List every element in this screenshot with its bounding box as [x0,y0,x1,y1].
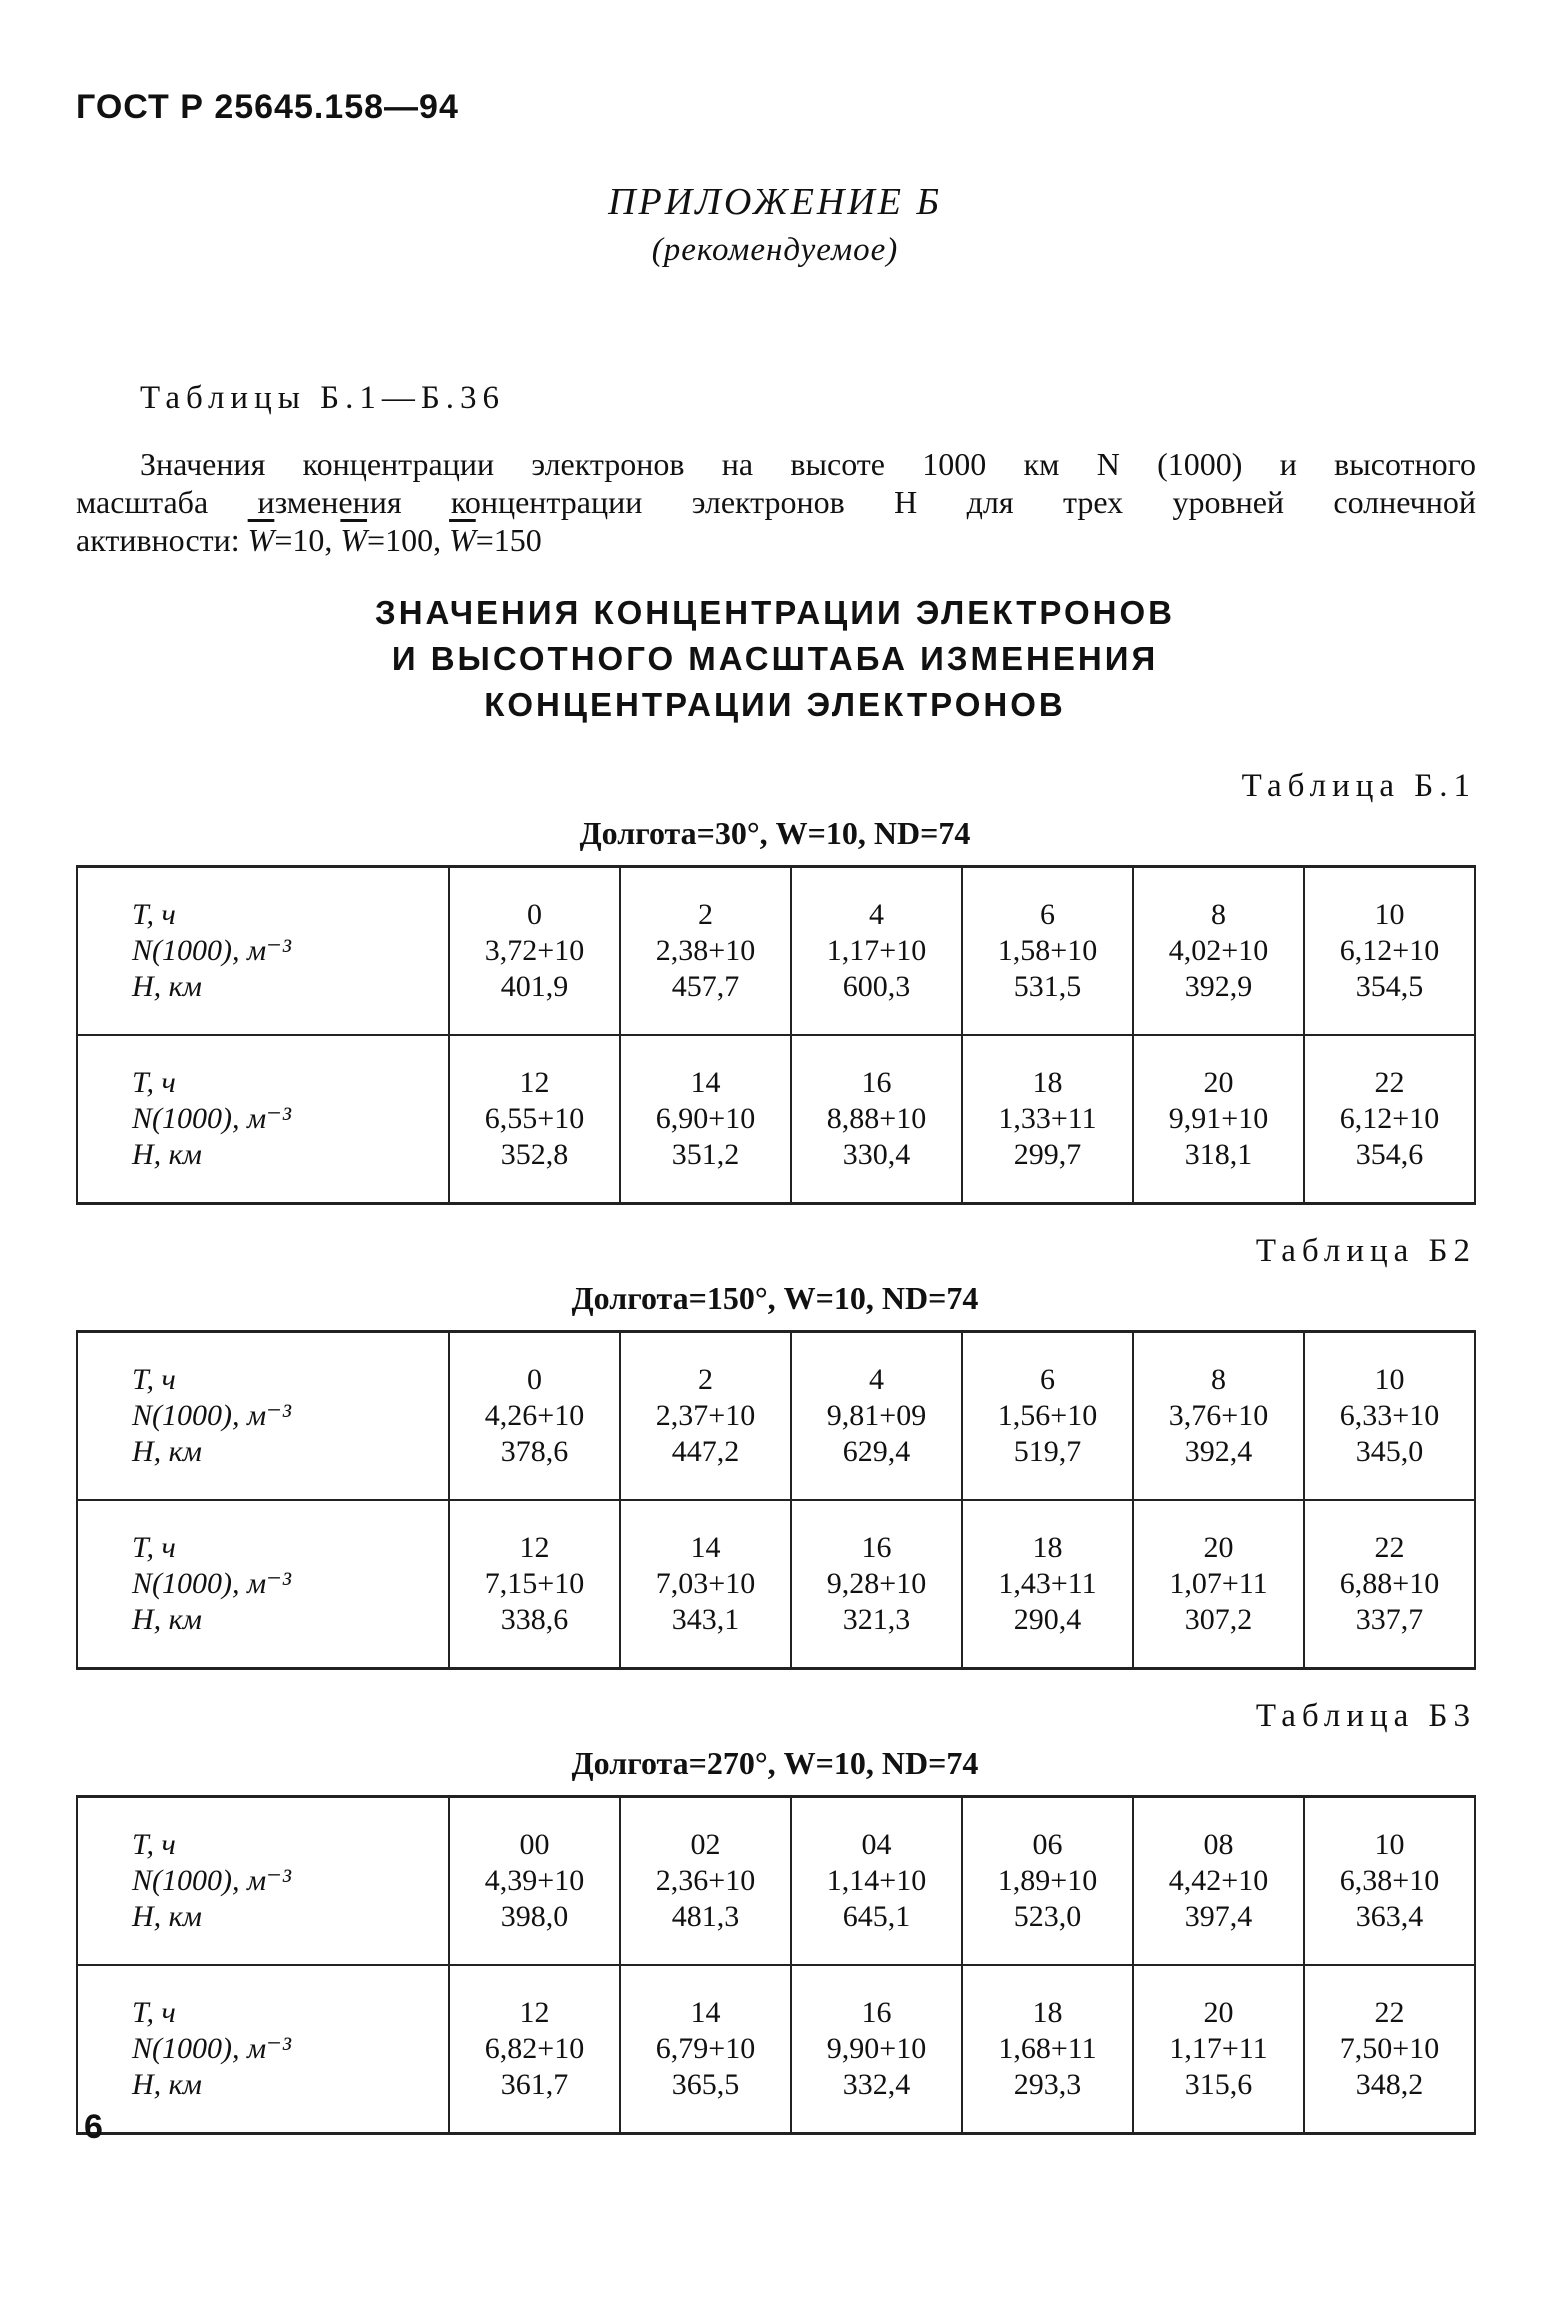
cell-value-h: 361,7 [500,2068,569,2101]
row-labels-cell [77,867,449,1036]
cell-value-n: 9,90+10 [826,2032,927,2065]
cell-value-t: 04 [861,1828,892,1861]
intro-line-2: масштаба изменения концентрации электронов H для трех уровней солнечной [76,484,1476,520]
row-label-h: H, км [132,1603,202,1636]
cell-value-n: 1,33+11 [998,1102,1097,1135]
cell-value-n: 6,33+10 [1339,1399,1440,1432]
table-cell [449,1500,620,1669]
cell-value-h: 321,3 [842,1603,911,1636]
cell-value-h: 352,8 [500,1138,569,1171]
cell-value-t: 20 [1203,1066,1234,1099]
cell-value-t: 10 [1374,898,1405,931]
row-label-t: T, ч [132,1531,176,1564]
cell-value-t: 6 [1040,898,1055,931]
cell-value-t: 00 [519,1828,550,1861]
table-cell [1133,1035,1304,1204]
cell-value-n: 7,03+10 [655,1567,756,1600]
w-symbol: $\overline{W}$ [340,522,368,558]
w-value-2: =100, [367,522,450,558]
intro-line-3 [76,521,1476,559]
cell-value-t: 8 [1211,1363,1226,1396]
cell-value-n: 6,38+10 [1339,1864,1440,1897]
table-cell [1133,1965,1304,2134]
appendix-subtitle: (рекомендуемое) [651,232,899,268]
cell-value-t: 06 [1032,1828,1063,1861]
table-label: Таблица Б3 [1255,1698,1476,1734]
row-label-n: N(1000), м⁻³ [132,1864,291,1897]
cell-value-t: 18 [1032,1066,1063,1099]
table-cell [1304,867,1475,1036]
cell-value-h: 307,2 [1184,1603,1253,1636]
cell-value-n: 6,12+10 [1339,934,1440,967]
table-cell [791,1500,962,1669]
table-cell [962,1035,1133,1204]
cell-value-h: 457,7 [671,970,740,1003]
cell-value-h: 645,1 [842,1900,911,1933]
cell-value-n: 7,50+10 [1339,2032,1440,2065]
table-row [77,1332,1475,1501]
row-labels-cell [77,1332,449,1501]
cell-value-h: 397,4 [1184,1900,1253,1933]
cell-value-h: 363,4 [1355,1900,1424,1933]
cell-value-n: 2,36+10 [655,1864,756,1897]
table-cell [449,867,620,1036]
table-cell [620,867,791,1036]
cell-value-h: 299,7 [1013,1138,1082,1171]
row-label-t: T, ч [132,1363,176,1396]
table-label: Таблица Б2 [1255,1233,1476,1269]
cell-value-n: 1,07+11 [1169,1567,1268,1600]
table-cell [962,1332,1133,1501]
cell-value-h: 338,6 [500,1603,569,1636]
w-symbol: $\overline{W}$ [449,522,476,558]
main-heading-line-2: И ВЫСОТНОГО МАСШТАБА ИЗМЕНЕНИЯ [391,640,1159,677]
cell-value-t: 12 [519,1531,550,1564]
cell-value-h: 398,0 [500,1900,569,1933]
table-cell [962,1797,1133,1966]
table-cell [791,1965,962,2134]
row-label-h: H, км [132,1900,202,1933]
cell-value-h: 600,3 [842,970,911,1003]
table-cell [449,1035,620,1204]
table-cell [962,1500,1133,1669]
data-table [76,1795,1476,2135]
cell-value-n: 9,91+10 [1168,1102,1269,1135]
cell-value-n: 4,39+10 [484,1864,585,1897]
table-cell [1133,1797,1304,1966]
cell-value-t: 22 [1374,1996,1405,2029]
cell-value-h: 351,2 [671,1138,740,1171]
row-labels-cell [77,1797,449,1966]
main-heading [0,590,1550,728]
row-label-t: T, ч [132,1828,176,1861]
cell-value-t: 14 [690,1996,721,2029]
table-cell [620,1035,791,1204]
cell-value-n: 1,43+11 [998,1567,1097,1600]
cell-value-h: 365,5 [671,2068,740,2101]
cell-value-t: 10 [1374,1363,1405,1396]
table-cell [1304,1035,1475,1204]
cell-value-t: 2 [698,1363,713,1396]
row-labels-cell [77,1965,449,2134]
cell-value-t: 08 [1203,1828,1234,1861]
main-heading-line-1: ЗНАЧЕНИЯ КОНЦЕНТРАЦИИ ЭЛЕКТРОНОВ [375,594,1175,631]
cell-value-n: 4,42+10 [1168,1864,1269,1897]
table-cell [962,867,1133,1036]
table-cell [1304,1500,1475,1669]
cell-value-t: 0 [527,1363,542,1396]
cell-value-n: 1,89+10 [997,1864,1098,1897]
w-value-1: =10, [274,522,341,558]
cell-value-h: 315,6 [1184,2068,1253,2101]
row-label-n: N(1000), м⁻³ [132,2032,291,2065]
cell-value-n: 6,79+10 [655,2032,756,2065]
cell-value-t: 14 [690,1066,721,1099]
table-row [77,1035,1475,1204]
intro-prefix: активности: [76,522,248,558]
table-cell [620,1797,791,1966]
table-label: Таблица Б.1 [1241,768,1476,804]
table-cell [620,1332,791,1501]
cell-value-h: 629,4 [842,1435,911,1468]
data-table [76,865,1476,1205]
cell-value-h: 332,4 [842,2068,911,2101]
cell-value-n: 7,15+10 [484,1567,585,1600]
table-cell [791,1332,962,1501]
cell-value-n: 3,72+10 [484,934,585,967]
cell-value-t: 2 [698,898,713,931]
row-label-h: H, км [132,970,202,1003]
table-row [77,1965,1475,2134]
cell-value-h: 392,9 [1184,970,1253,1003]
cell-value-t: 22 [1374,1066,1405,1099]
cell-value-n: 1,17+11 [1169,2032,1268,2065]
cell-value-n: 4,02+10 [1168,934,1269,967]
table-cell [1133,1500,1304,1669]
table-row [77,867,1475,1036]
cell-value-h: 378,6 [500,1435,569,1468]
page-number: 6 [84,2108,103,2146]
cell-value-t: 16 [861,1066,892,1099]
cell-value-t: 18 [1032,1531,1063,1564]
document-header: ГОСТ Р 25645.158—94 [76,88,459,126]
table-cell [1133,1332,1304,1501]
row-labels-cell [77,1500,449,1669]
cell-value-t: 14 [690,1531,721,1564]
table-cell [791,867,962,1036]
row-label-t: T, ч [132,898,176,931]
cell-value-h: 293,3 [1013,2068,1082,2101]
cell-value-h: 345,0 [1355,1435,1424,1468]
cell-value-h: 392,4 [1184,1435,1253,1468]
data-table [76,1330,1476,1670]
cell-value-t: 0 [527,898,542,931]
cell-value-h: 519,7 [1013,1435,1082,1468]
cell-value-h: 531,5 [1013,970,1082,1003]
cell-value-h: 354,5 [1355,970,1424,1003]
cell-value-h: 330,4 [842,1138,911,1171]
cell-value-t: 4 [869,898,884,931]
cell-value-t: 16 [861,1531,892,1564]
row-label-n: N(1000), м⁻³ [132,1102,291,1135]
table-cell [1133,867,1304,1036]
cell-value-n: 8,88+10 [826,1102,927,1135]
row-label-t: T, ч [132,1996,176,2029]
table-cell [962,1965,1133,2134]
row-label-n: N(1000), м⁻³ [132,934,291,967]
cell-value-t: 8 [1211,898,1226,931]
cell-value-n: 6,12+10 [1339,1102,1440,1135]
row-label-h: H, км [132,1435,202,1468]
cell-value-n: 1,58+10 [997,934,1098,967]
cell-value-n: 9,28+10 [826,1567,927,1600]
cell-value-h: 447,2 [671,1435,740,1468]
row-labels-cell [77,1035,449,1204]
row-label-h: H, км [132,1138,202,1171]
cell-value-t: 6 [1040,1363,1055,1396]
table-cell [791,1035,962,1204]
row-label-n: N(1000), м⁻³ [132,1399,291,1432]
intro-line-1: Значения концентрации электронов на высоте 1000 км N (1000) и высотного [140,446,1476,482]
cell-value-n: 6,82+10 [484,2032,585,2065]
table-cell [620,1500,791,1669]
main-heading-line-3: КОНЦЕНТРАЦИИ ЭЛЕКТРОНОВ [484,686,1066,723]
w-symbol: $\overline{W}$ [247,522,275,558]
cell-value-t: 20 [1203,1996,1234,2029]
cell-value-t: 10 [1374,1828,1405,1861]
cell-value-h: 401,9 [500,970,569,1003]
cell-value-h: 348,2 [1355,2068,1424,2101]
table-caption: Долгота=150°, W=10, ND=74 [571,1280,979,1316]
cell-value-t: 4 [869,1363,884,1396]
table-cell [449,1797,620,1966]
table-row [77,1500,1475,1669]
table-cell [1304,1332,1475,1501]
table-cell [1304,1965,1475,2134]
cell-value-t: 12 [519,1996,550,2029]
cell-value-n: 2,37+10 [655,1399,756,1432]
row-label-h: H, км [132,2068,202,2101]
cell-value-t: 02 [690,1828,721,1861]
table-caption: Долгота=30°, W=10, ND=74 [579,815,971,851]
cell-value-t: 22 [1374,1531,1405,1564]
cell-value-h: 523,0 [1013,1900,1082,1933]
cell-value-n: 3,76+10 [1168,1399,1269,1432]
cell-value-n: 4,26+10 [484,1399,585,1432]
cell-value-n: 6,55+10 [484,1102,585,1135]
cell-value-t: 12 [519,1066,550,1099]
table-cell [449,1965,620,2134]
w-value-3: =150 [475,522,542,558]
table-cell [791,1797,962,1966]
table-cell [1304,1797,1475,1966]
table-cell [620,1965,791,2134]
cell-value-h: 354,6 [1355,1138,1424,1171]
row-label-n: N(1000), м⁻³ [132,1567,291,1600]
intro-paragraph [76,445,1476,559]
cell-value-h: 343,1 [671,1603,740,1636]
cell-value-n: 9,81+09 [826,1399,927,1432]
cell-value-n: 1,68+11 [998,2032,1097,2065]
cell-value-n: 6,88+10 [1339,1567,1440,1600]
cell-value-t: 18 [1032,1996,1063,2029]
cell-value-n: 1,17+10 [826,934,927,967]
cell-value-t: 16 [861,1996,892,2029]
cell-value-n: 1,14+10 [826,1864,927,1897]
tables-range: Таблицы Б.1—Б.36 [140,380,506,416]
table-cell [449,1332,620,1501]
row-label-t: T, ч [132,1066,176,1099]
cell-value-h: 290,4 [1013,1603,1082,1636]
cell-value-n: 1,56+10 [997,1399,1098,1432]
table-caption: Долгота=270°, W=10, ND=74 [571,1745,979,1781]
cell-value-t: 20 [1203,1531,1234,1564]
cell-value-n: 6,90+10 [655,1102,756,1135]
cell-value-n: 2,38+10 [655,934,756,967]
cell-value-h: 318,1 [1184,1138,1253,1171]
table-row [77,1797,1475,1966]
cell-value-h: 337,7 [1355,1603,1424,1636]
cell-value-h: 481,3 [671,1900,740,1933]
appendix-title: ПРИЛОЖЕНИЕ Б [608,181,942,223]
